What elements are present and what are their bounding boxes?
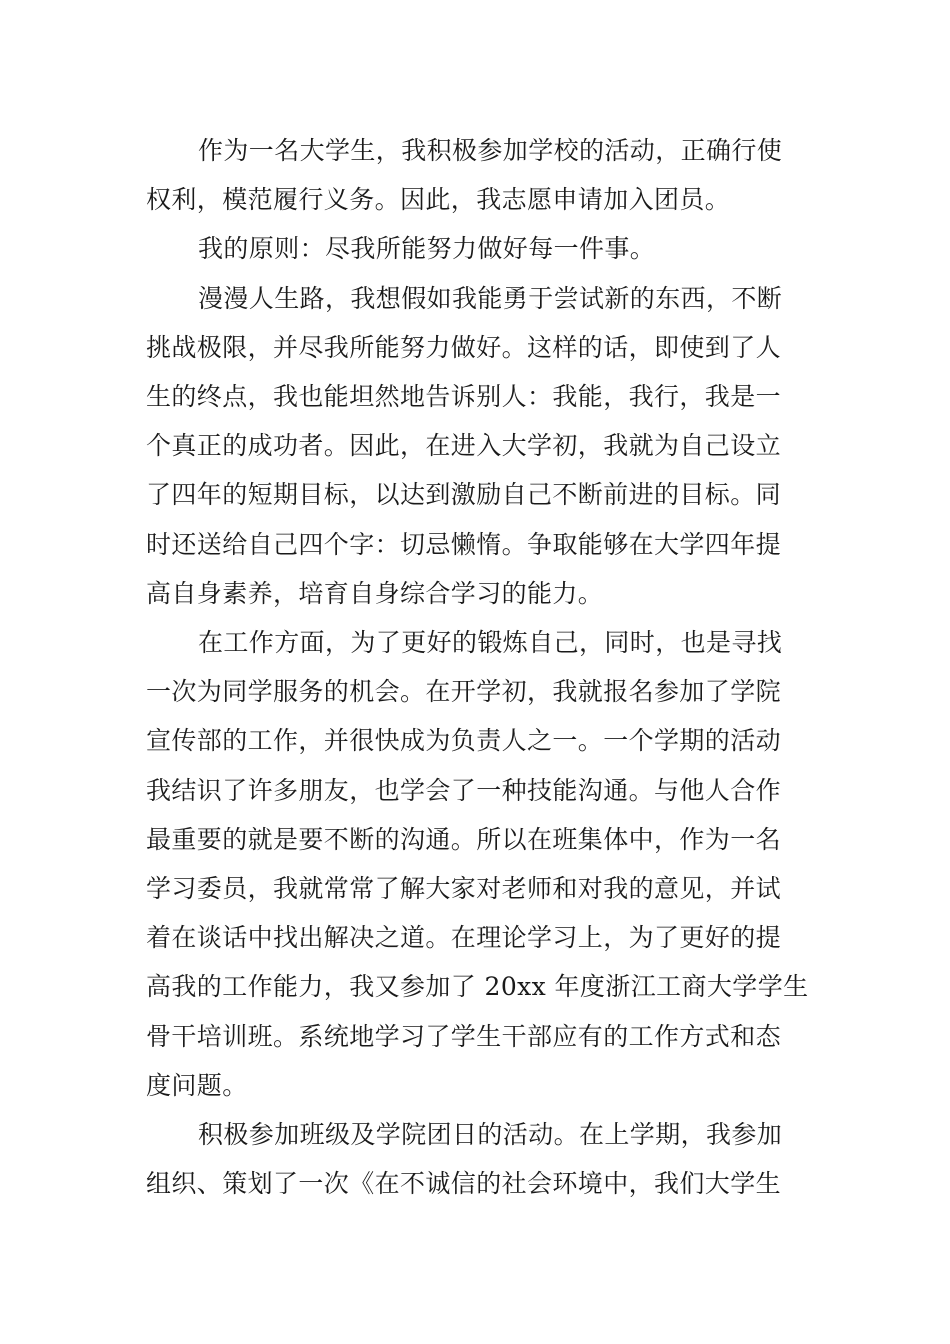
text-line: 我结识了许多朋友，也学会了一种技能沟通。与他人合作 (146, 775, 782, 805)
text-line: 权利，模范履行义务。因此，我志愿申请加入团员。 (146, 185, 731, 215)
text-line: 漫漫人生路，我想假如我能勇于尝试新的东西，不断 (198, 283, 783, 313)
text-line: 着在谈话中找出解决之道。在理论学习上，为了更好的提 (146, 923, 782, 953)
text-line: 最重要的就是要不断的沟通。所以在班集体中，作为一名 (146, 824, 782, 854)
text-line: 生的终点，我也能坦然地告诉别人：我能，我行，我是一 (146, 382, 782, 412)
text-line: 高我的工作能力，我又参加了 20xx 年度浙江工商大学学生 (146, 972, 809, 1002)
text-line: 学习委员，我就常常了解大家对老师和对我的意见，并试 (146, 874, 782, 904)
paragraph-1 (146, 126, 808, 224)
text-line: 度问题。 (146, 1070, 248, 1100)
text-line: 宣传部的工作，并很快成为负责人之一。一个学期的活动 (146, 726, 782, 756)
text-line: 一次为同学服务的机会。在开学初，我就报名参加了学院 (146, 677, 782, 707)
document-body (146, 126, 808, 1208)
text-line: 在工作方面，为了更好的锻炼自己，同时，也是寻找 (198, 628, 783, 658)
text-line: 组织、策划了一次《在不诚信的社会环境中，我们大学生 (146, 1169, 782, 1199)
text-line: 时还送给自己四个字：切忌懒惰。争取能够在大学四年提 (146, 529, 782, 559)
paragraph-2 (146, 224, 808, 273)
text-line: 作为一名大学生，我积极参加学校的活动，正确行使 (198, 136, 783, 165)
paragraph-4 (146, 618, 808, 1110)
paragraph-3 (146, 274, 808, 618)
text-line: 高自身素养，培育自身综合学习的能力。 (146, 578, 604, 608)
text-line: 我的原则：尽我所能努力做好每一件事。 (198, 234, 656, 264)
text-line: 个真正的成功者。因此，在进入大学初，我就为自己设立 (146, 431, 782, 461)
text-line: 骨干培训班。系统地学习了学生干部应有的工作方式和态 (146, 1021, 782, 1051)
text-line: 积极参加班级及学院团日的活动。在上学期，我参加 (198, 1120, 783, 1150)
text-line: 了四年的短期目标，以达到激励自己不断前进的目标。同 (146, 480, 782, 510)
text-line: 挑战极限，并尽我所能努力做好。这样的话，即使到了人 (146, 332, 782, 362)
paragraph-5 (146, 1110, 808, 1208)
